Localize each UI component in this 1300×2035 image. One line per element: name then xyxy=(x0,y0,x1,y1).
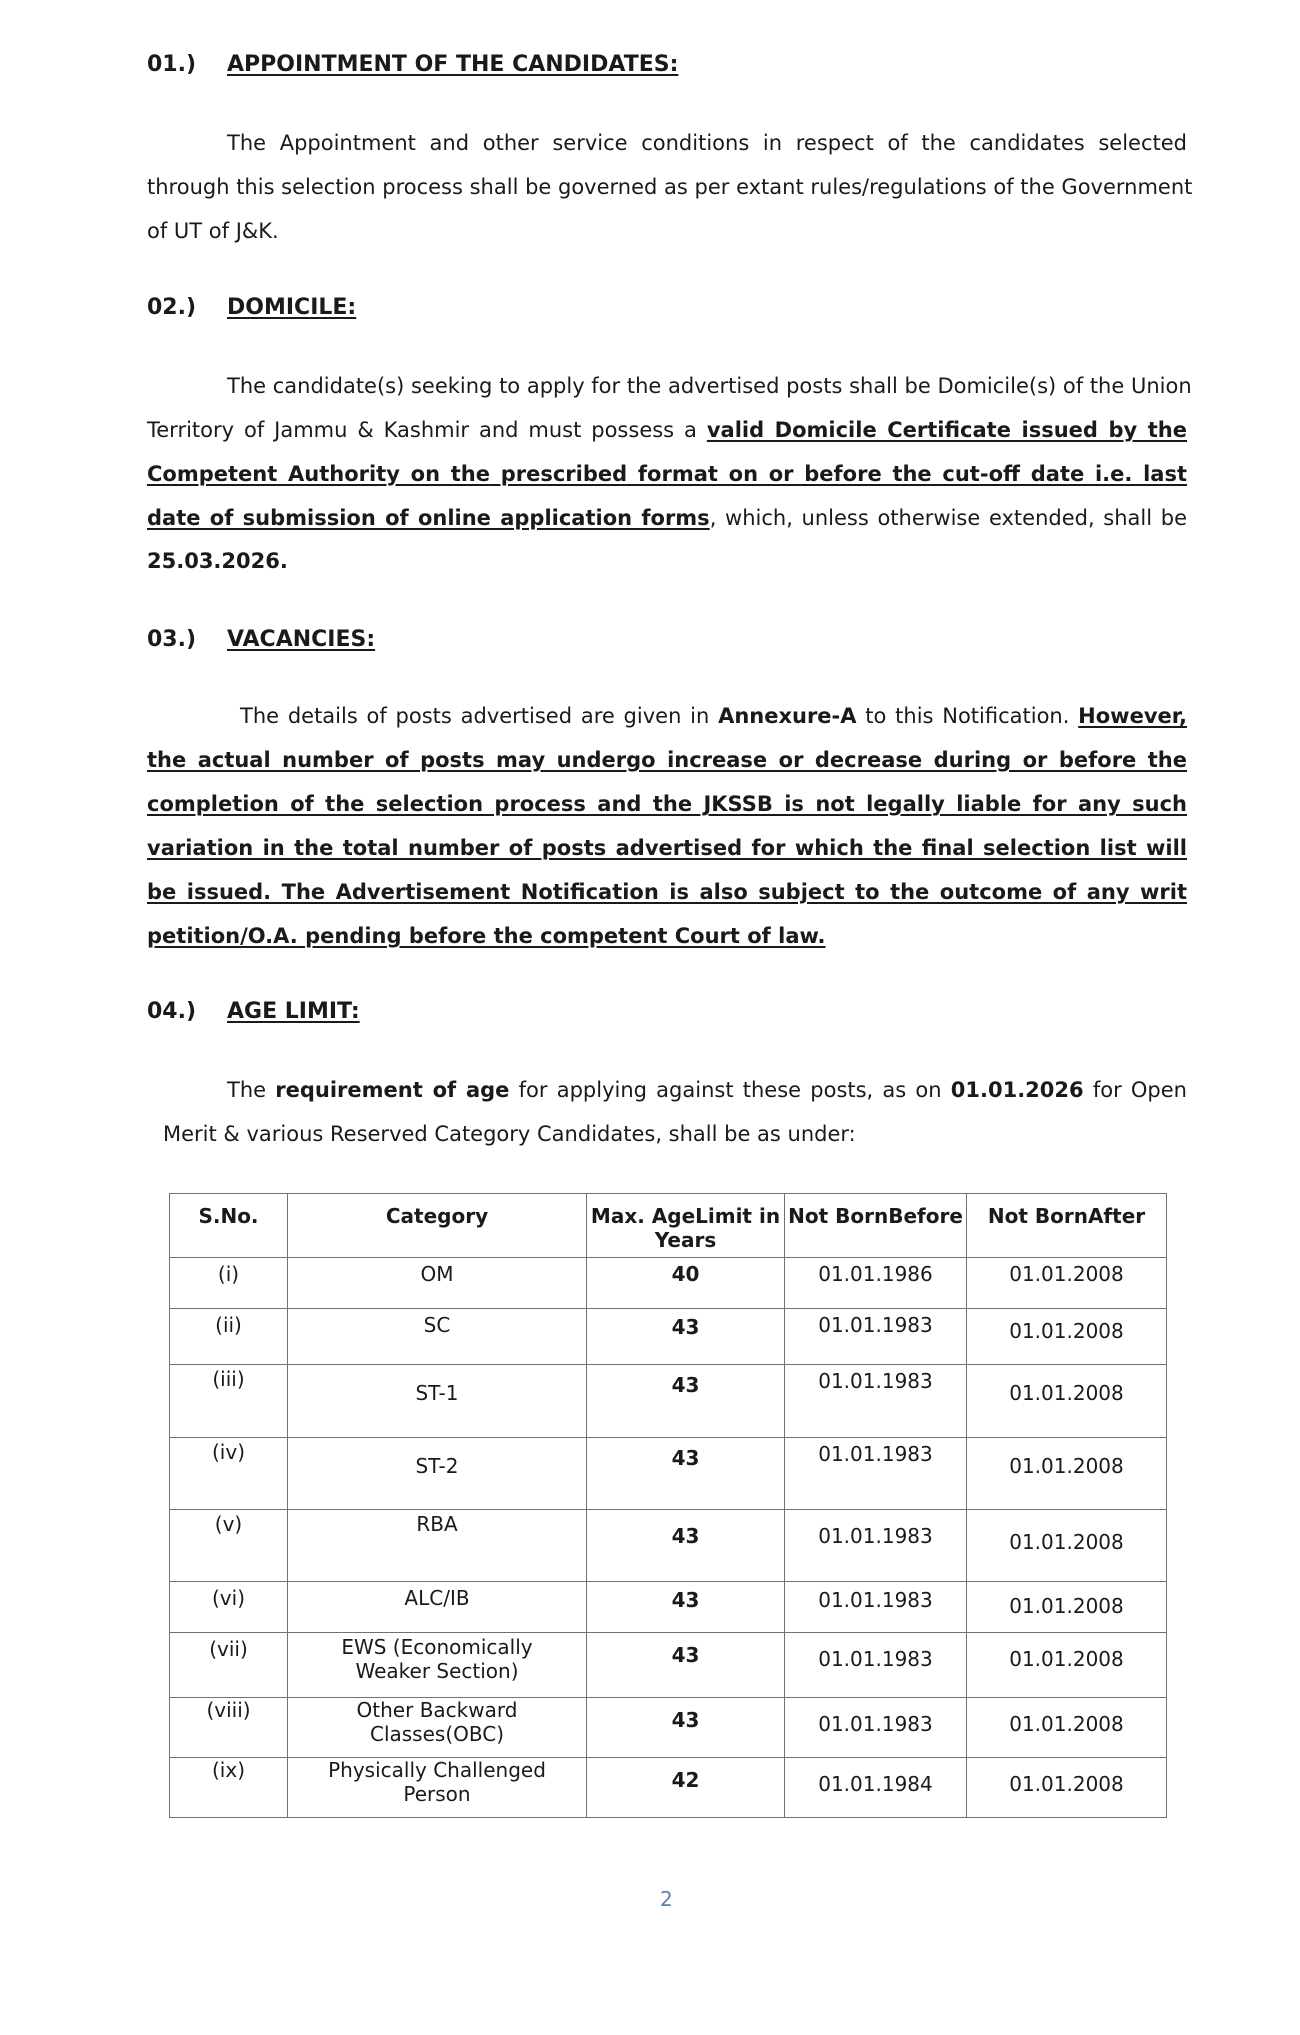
cell-sno xyxy=(170,1309,288,1365)
cutoff-date: 25.03.2026. xyxy=(147,549,288,573)
table-row xyxy=(170,1365,1167,1438)
cell-not-after xyxy=(967,1582,1167,1633)
table-row xyxy=(170,1258,1167,1309)
cell-sno xyxy=(170,1582,288,1633)
table-row xyxy=(170,1309,1167,1365)
cell-text: (iv) xyxy=(212,1440,245,1464)
header-text: After xyxy=(1087,1204,1146,1228)
cell-not-after xyxy=(967,1438,1167,1510)
cell-not-after xyxy=(967,1365,1167,1438)
cell-max-age xyxy=(587,1698,785,1758)
section-title: VACANCIES: xyxy=(227,627,376,652)
cell-sno xyxy=(170,1258,288,1309)
cell-max-age xyxy=(587,1582,785,1633)
cell-category xyxy=(288,1510,587,1582)
cell-not-before xyxy=(785,1758,967,1818)
emphasis-text: requirement of age xyxy=(275,1078,510,1102)
cell-max-age xyxy=(587,1365,785,1438)
cell-max-age xyxy=(587,1258,785,1309)
cell-text: (iii) xyxy=(212,1367,245,1391)
cell-text: 01.01.1983 xyxy=(818,1442,933,1466)
paragraph-line: through this selection process shall be governed as per extant rules/regulations of the Government xyxy=(147,175,1193,199)
text-run: The xyxy=(227,1078,276,1102)
cell-text: 43 xyxy=(671,1643,700,1667)
table-row xyxy=(170,1633,1167,1698)
emphasis-line: completion of the selection process and the JKSSB is not legally liable for any such xyxy=(147,792,1187,816)
cell-text: Classes(OBC) xyxy=(369,1722,505,1746)
section-heading-vacancies xyxy=(147,625,375,655)
cell-text: 01.01.1983 xyxy=(818,1369,933,1393)
cell-text: 43 xyxy=(671,1588,700,1612)
section-title: AGE LIMIT: xyxy=(227,999,360,1024)
cell-text: 01.01.1983 xyxy=(818,1588,933,1612)
header-text: S.No. xyxy=(198,1204,259,1228)
cell-text: Weaker Section) xyxy=(355,1659,519,1683)
table-row xyxy=(170,1510,1167,1582)
cell-text: 01.01.2008 xyxy=(1009,1319,1124,1343)
page-number: 2 xyxy=(660,1887,673,1911)
cell-text: 42 xyxy=(671,1768,700,1792)
text-run: Territory of Jammu & Kashmir and must possess a xyxy=(147,418,707,442)
header-sno xyxy=(170,1194,288,1258)
cell-text: 01.01.2008 xyxy=(1009,1381,1124,1405)
section-number: 04.) xyxy=(147,999,197,1024)
emphasis-line: petition/O.A. pending before the competent Court of law. xyxy=(147,924,826,948)
cell-not-before xyxy=(785,1633,967,1698)
cell-category xyxy=(288,1438,587,1510)
cell-sno xyxy=(170,1633,288,1698)
cell-sno xyxy=(170,1510,288,1582)
paragraph-line: of UT of J&K. xyxy=(147,219,279,243)
section-number: 02.) xyxy=(147,295,197,320)
cell-category xyxy=(288,1758,587,1818)
cell-max-age xyxy=(587,1510,785,1582)
cell-text: 01.01.2008 xyxy=(1009,1712,1124,1736)
cell-text: ST-2 xyxy=(415,1454,459,1478)
section-heading-appointment xyxy=(147,50,678,80)
table-row xyxy=(170,1582,1167,1633)
section-number: 03.) xyxy=(147,627,197,652)
cell-not-before xyxy=(785,1582,967,1633)
cell-text: SC xyxy=(423,1313,451,1337)
emphasis-text: However, xyxy=(1078,704,1187,728)
cell-sno xyxy=(170,1365,288,1438)
cell-text: (vii) xyxy=(209,1637,248,1661)
cell-not-before xyxy=(785,1365,967,1438)
cell-not-after xyxy=(967,1510,1167,1582)
cell-text: 01.01.2008 xyxy=(1009,1530,1124,1554)
cell-text: 43 xyxy=(671,1708,700,1732)
cell-sno xyxy=(170,1698,288,1758)
emphasis-line: variation in the total number of posts advertised for which the final selection list will xyxy=(147,836,1187,860)
cell-not-before xyxy=(785,1309,967,1365)
cell-text: 01.01.2008 xyxy=(1009,1772,1124,1796)
table-row xyxy=(170,1698,1167,1758)
header-text: Limit in Years xyxy=(654,1204,781,1252)
paragraph-line: The candidate(s) seeking to apply for the advertised posts shall be Domicile(s) of the Union xyxy=(227,374,1192,398)
cell-text: Physically Challenged xyxy=(328,1758,546,1782)
cell-max-age xyxy=(587,1633,785,1698)
cell-text: 43 xyxy=(671,1446,700,1470)
cell-category xyxy=(288,1582,587,1633)
cell-category xyxy=(288,1365,587,1438)
section-title: DOMICILE: xyxy=(227,295,357,320)
cell-max-age xyxy=(587,1758,785,1818)
paragraph-line xyxy=(147,503,1187,533)
paragraph-line: Merit & various Reserved Category Candidates, shall be as under: xyxy=(163,1122,856,1146)
cell-sno xyxy=(170,1438,288,1510)
cell-text: (i) xyxy=(217,1262,240,1286)
cell-text: Person xyxy=(403,1782,471,1806)
cell-category xyxy=(288,1698,587,1758)
cell-text: 01.01.1983 xyxy=(818,1712,933,1736)
cell-category xyxy=(288,1258,587,1309)
cell-text: (viii) xyxy=(206,1698,251,1722)
cell-not-before xyxy=(785,1510,967,1582)
age-limit-table xyxy=(169,1193,1167,1818)
header-text: Not Born xyxy=(987,1204,1088,1228)
cell-text: (ii) xyxy=(215,1313,242,1337)
cell-text: EWS (Economically xyxy=(341,1635,533,1659)
cell-category xyxy=(288,1633,587,1698)
text-run: for applying against these posts, as on xyxy=(509,1078,951,1102)
cell-text: 01.01.1984 xyxy=(818,1772,933,1796)
cell-category xyxy=(288,1309,587,1365)
cell-not-after xyxy=(967,1309,1167,1365)
cell-not-after xyxy=(967,1698,1167,1758)
cell-text: (v) xyxy=(214,1512,243,1536)
header-text: Not Born xyxy=(788,1204,889,1228)
emphasis-line: be issued. The Advertisement Notification is also subject to the outcome of any writ xyxy=(147,880,1187,904)
reference-date: 01.01.2026 xyxy=(950,1078,1084,1102)
cell-max-age xyxy=(587,1438,785,1510)
annexure-ref: Annexure-A xyxy=(718,704,857,728)
header-text: Max. Age xyxy=(590,1204,696,1228)
cell-max-age xyxy=(587,1309,785,1365)
cell-not-after xyxy=(967,1633,1167,1698)
text-run: for Open xyxy=(1083,1078,1187,1102)
emphasis-line: the actual number of posts may undergo increase or decrease during or before the xyxy=(147,748,1187,772)
cell-text: 01.01.1986 xyxy=(818,1262,933,1286)
cell-text: 01.01.2008 xyxy=(1009,1647,1124,1671)
table-row xyxy=(170,1758,1167,1818)
cell-text: 43 xyxy=(671,1373,700,1397)
cell-text: (vi) xyxy=(212,1586,245,1610)
table-row xyxy=(170,1438,1167,1510)
header-category xyxy=(288,1194,587,1258)
cell-text: 01.01.2008 xyxy=(1009,1454,1124,1478)
cell-sno xyxy=(170,1758,288,1818)
cell-text: 01.01.1983 xyxy=(818,1524,933,1548)
text-run: The details of posts advertised are given in xyxy=(240,704,719,728)
paragraph-line xyxy=(240,701,1187,731)
section-heading-age-limit xyxy=(147,997,360,1027)
cell-text: Other Backward xyxy=(356,1698,518,1722)
emphasis-line: Competent Authority on the prescribed format on or before the cut-off date i.e. last xyxy=(147,462,1187,486)
text-run: , which, unless otherwise extended, shall be xyxy=(709,506,1188,530)
cell-text: 01.01.2008 xyxy=(1009,1262,1124,1286)
cell-text: ALC/IB xyxy=(404,1586,470,1610)
text-run: to this Notification. xyxy=(856,704,1079,728)
cell-not-before xyxy=(785,1698,967,1758)
cell-text: OM xyxy=(420,1262,454,1286)
cell-text: 01.01.1983 xyxy=(818,1647,933,1671)
cell-text: (ix) xyxy=(212,1758,245,1782)
section-title: APPOINTMENT OF THE CANDIDATES: xyxy=(227,52,679,77)
paragraph-line xyxy=(147,415,1187,445)
cell-text: 01.01.1983 xyxy=(818,1313,933,1337)
cell-not-after xyxy=(967,1758,1167,1818)
header-not-born-after xyxy=(967,1194,1167,1258)
emphasis-text: date of submission of online application forms xyxy=(147,506,710,530)
cell-not-before xyxy=(785,1438,967,1510)
cell-text: 43 xyxy=(671,1524,700,1548)
cell-text: 40 xyxy=(671,1262,700,1286)
section-number: 01.) xyxy=(147,52,197,77)
cell-text: 01.01.2008 xyxy=(1009,1594,1124,1618)
emphasis-text: valid Domicile Certificate issued by the xyxy=(706,418,1187,442)
header-not-born-before xyxy=(785,1194,967,1258)
cell-text: 43 xyxy=(671,1315,700,1339)
header-text: Before xyxy=(888,1204,963,1228)
cell-text: RBA xyxy=(416,1512,458,1536)
paragraph-line: The Appointment and other service conditions in respect of the candidates selected xyxy=(227,131,1187,155)
cell-not-after xyxy=(967,1258,1167,1309)
header-text: Category xyxy=(385,1204,489,1228)
section-heading-domicile xyxy=(147,293,356,323)
cell-text: ST-1 xyxy=(415,1381,459,1405)
table-header-row xyxy=(170,1194,1167,1258)
paragraph-line xyxy=(227,1075,1187,1105)
cell-not-before xyxy=(785,1258,967,1309)
header-max-age xyxy=(587,1194,785,1258)
